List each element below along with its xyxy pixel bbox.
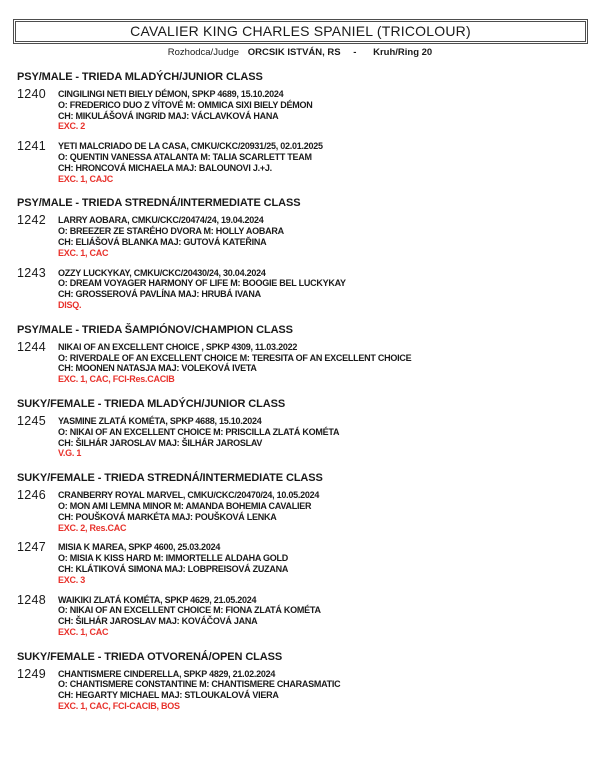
- entry-name-line: CINGILINGI NETI BIELY DÉMON, SPKP 4689, 15.10.2024: [58, 89, 284, 99]
- section-heading: SUKY/FEMALE - TRIEDA STREDNÁ/INTERMEDIATE CLASS: [17, 472, 323, 485]
- entry-parents-line: O: QUENTIN VANESSA ATALANTA M: TALIA SCARLETT TEAM: [58, 151, 312, 162]
- entry-parents-line: O: BREEZER ZE STARÉHO DVORA M: HOLLY AOBARA: [58, 226, 284, 237]
- sections: [0, 71, 600, 712]
- entry-details: [58, 595, 321, 638]
- entry-details: [58, 141, 323, 184]
- entry-name-line: YASMINE ZLATÁ KOMÉTA, SPKP 4688, 15.10.2024: [58, 415, 262, 426]
- section-entries: [17, 666, 592, 712]
- entry-number: 1240: [17, 87, 47, 101]
- section-entries: [17, 339, 592, 385]
- class-section: [17, 398, 592, 459]
- entry-name-line: YETI MALCRIADO DE LA CASA, CMKU/CKC/20931/25, 02.01.2025: [58, 141, 323, 152]
- section-heading: PSY/MALE - TRIEDA STREDNÁ/INTERMEDIATE CLASS: [17, 197, 301, 210]
- class-section: [17, 71, 592, 184]
- entry-number: 1248: [17, 592, 47, 607]
- entry-breeder-owner-line: CH: MOONEN NATASJA MAJ: VOLEKOVÁ IVETA: [58, 363, 257, 374]
- entry-name-line: CRANBERRY ROYAL MARVEL, CMKU/CKC/20470/24, 10.05.2024: [58, 490, 320, 501]
- entry-details: [58, 215, 284, 258]
- entry-name-line: LARRY AOBARA, CMKU/CKC/20474/24, 19.04.2024: [58, 215, 264, 226]
- entry-parents-line: O: FREDERICO DUO Z VÍTOVÉ M: OMMICA SIXI BIELY DÉMON: [58, 99, 313, 110]
- judge-ring-separator: -: [353, 47, 357, 58]
- entry-parents-line: O: RIVERDALE OF AN EXCELLENT CHOICE M: TERESITA OF AN EXCELLENT CHOICE: [58, 352, 412, 363]
- entry-result: EXC. 1, CAC, FCI-Res.CACIB: [58, 374, 175, 385]
- entry-number: 1246: [17, 488, 47, 503]
- entry-number: 1241: [17, 139, 47, 154]
- entry-breeder-owner-line: CH: ŠILHÁR JAROSLAV MAJ: KOVÁČOVÁ JANA: [58, 616, 258, 627]
- entry-parents-line: O: DREAM VOYAGER HARMONY OF LIFE M: BOOGIE BEL LUCKYKAY: [58, 278, 346, 289]
- entry-result: EXC. 3: [58, 574, 86, 585]
- entry-row: [17, 339, 592, 385]
- entry-row: [17, 89, 592, 132]
- entry-details: [58, 542, 288, 585]
- entry-name-line: OZZY LUCKYKAY, CMKU/CKC/20430/24, 30.04.2024: [58, 267, 266, 278]
- entry-row: [17, 666, 592, 712]
- section-entries: [17, 413, 592, 459]
- entry-name-line: MISIA K MAREA, SPKP 4600, 25.03.2024: [58, 542, 221, 553]
- entry-parents-line: O: MON AMI LEMNA MINOR M: AMANDA BOHEMIA CAVALIER: [58, 500, 312, 511]
- entry-row: [17, 413, 592, 459]
- entry-result: EXC. 1, CAC: [58, 247, 109, 258]
- entry-details: [58, 669, 340, 712]
- entry-breeder-owner-line: CH: KLÁTIKOVÁ SIMONA MAJ: LOBPREISOVÁ ZUZANA: [58, 563, 289, 574]
- entry-row: [17, 542, 592, 585]
- entry-result: DISQ.: [58, 299, 82, 310]
- entry-parents-line: O: MISIA K KISS HARD M: IMMORTELLE ALDAHA GOLD: [58, 553, 288, 564]
- entry-details: [58, 268, 346, 311]
- entry-result: V.G. 1: [58, 448, 82, 459]
- entry-row: [17, 490, 592, 533]
- entry-parents-line: O: CHANTISMERE CONSTANTINE M: CHANTISMERE CHARASMATIC: [58, 679, 341, 690]
- section-entries: [17, 215, 592, 310]
- entry-breeder-owner-line: CH: HRONCOVÁ MICHAELA MAJ: BALOUNOVI J.+J.: [58, 162, 272, 173]
- class-section: [17, 472, 592, 638]
- entry-parents-line: O: NIKAI OF AN EXCELLENT CHOICE M: FIONA ZLATÁ KOMÉTA: [58, 605, 321, 616]
- entry-name-line: NIKAI OF AN EXCELLENT CHOICE , SPKP 4309, 11.03.2022: [58, 341, 298, 352]
- section-heading: PSY/MALE - TRIEDA MLADÝCH/JUNIOR CLASS: [17, 71, 263, 83]
- section-heading: PSY/MALE - TRIEDA ŠAMPIÓNOV/CHAMPION CLASS: [17, 323, 293, 336]
- breed-title-box-inner: [15, 21, 586, 42]
- judge-label: Rozhodca/Judge: [167, 47, 240, 58]
- entry-row: [17, 592, 592, 638]
- page-title: CAVALIER KING CHARLES SPANIEL (TRICOLOUR): [130, 23, 471, 39]
- class-section: [17, 651, 592, 712]
- entry-breeder-owner-line: CH: MIKULÁŠOVÁ INGRID MAJ: VÁCLAVKOVÁ HANA: [58, 110, 279, 121]
- entry-row: [17, 141, 592, 184]
- entry-number: 1244: [17, 339, 47, 354]
- entry-result: EXC. 2: [58, 121, 86, 132]
- entry-breeder-owner-line: CH: ELIÁŠOVÁ BLANKA MAJ: GUTOVÁ KATEŘINA: [58, 236, 267, 247]
- entry-name-line: CHANTISMERE CINDERELLA, SPKP 4829, 21.02.2024: [58, 668, 276, 679]
- entry-parents-line: O: NIKAI OF AN EXCELLENT CHOICE M: PRISCILLA ZLATÁ KOMÉTA: [58, 426, 340, 437]
- entry-details: [58, 89, 313, 132]
- section-entries: [17, 490, 592, 638]
- entry-name-line: WAIKIKI ZLATÁ KOMÉTA, SPKP 4629, 21.05.2024: [58, 594, 257, 605]
- section-heading: SUKY/FEMALE - TRIEDA OTVORENÁ/OPEN CLASS: [17, 650, 283, 663]
- entry-breeder-owner-line: CH: HEGARTY MICHAEL MAJ: STLOUKALOVÁ VIERA: [58, 690, 279, 701]
- entry-details: [58, 342, 411, 385]
- judge-name: ORCSIK ISTVÁN, RS: [247, 47, 341, 58]
- breed-title-box: [13, 19, 588, 44]
- entry-number: 1249: [17, 666, 47, 681]
- section-heading: SUKY/FEMALE - TRIEDA MLADÝCH/JUNIOR CLASS: [17, 397, 286, 410]
- judge-line: [0, 47, 600, 58]
- class-section: [17, 197, 592, 310]
- entry-details: [58, 416, 339, 459]
- entry-row: [17, 265, 592, 311]
- class-section: [17, 324, 592, 385]
- entry-result: EXC. 1, CAC: [58, 626, 109, 637]
- entry-result: EXC. 2, Res.CAC: [58, 522, 127, 533]
- entry-breeder-owner-line: CH: ŠILHÁR JAROSLAV MAJ: ŠILHÁR JAROSLAV: [58, 437, 263, 448]
- entry-row: [17, 215, 592, 258]
- entry-number: 1243: [17, 265, 47, 280]
- entry-details: [58, 490, 319, 533]
- entry-breeder-owner-line: CH: GROSSEROVÁ PAVLÍNA MAJ: HRUBÁ IVANA: [58, 289, 261, 300]
- entry-result: EXC. 1, CAJC: [58, 173, 114, 184]
- entry-number: 1242: [17, 213, 47, 228]
- entry-result: EXC. 1, CAC, FCI-CACIB, BOS: [58, 701, 180, 712]
- section-entries: [17, 89, 592, 184]
- entry-number: 1247: [17, 540, 47, 555]
- ring-number: Kruh/Ring 20: [373, 47, 433, 58]
- entry-breeder-owner-line: CH: POUŠKOVÁ MARKÉTA MAJ: POUŠKOVÁ LENKA: [58, 511, 277, 522]
- entry-number: 1245: [17, 413, 47, 428]
